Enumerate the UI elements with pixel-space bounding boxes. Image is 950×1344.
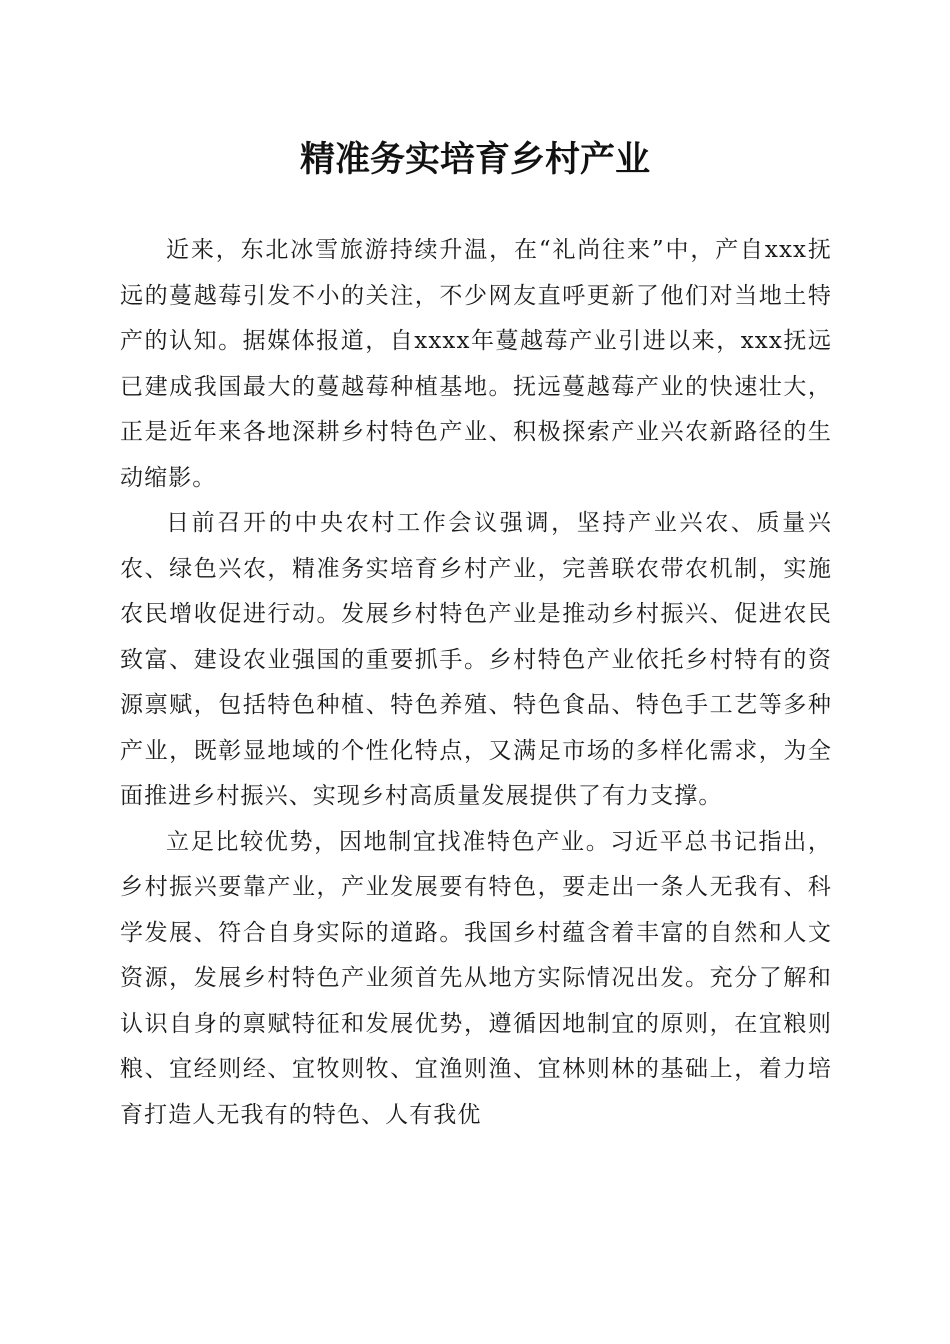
paragraph-1: 近来，东北冰雪旅游持续升温，在“礼尚往来”中，产自xxx抚远的蔓越莓引发不小的关注，不少网友直呼更新了他们对当地土特产的认知。据媒体报道，自xxxx年蔓越莓产业引进以来，xxx抚远已建成我国最大的蔓越莓种植基地。抚远蔓越莓产业的快速壮大，正是近年来各地深耕乡村特色产业、积极探索产业兴农新路径的生动缩影。 [120,237,832,491]
paragraph-3: 立足比较优势，因地制宜找准特色产业。习近平总书记指出，乡村振兴要靠产业，产业发展要有特色，要走出一条人无我有、科学发展、符合自身实际的道路。我国乡村蕴含着丰富的自然和人文资源，发展乡村特色产业须首先从地方实际情况出发。充分了解和认识自身的禀赋特征和发展优势，遵循因地制宜的原则，在宜粮则粮、宜经则经、宜牧则牧、宜渔则渔、宜林则林的基础上，着力培育打造人无我有的特色、人有我优 [120,828,832,1128]
document-title: 精准务实培育乡村产业 [299,139,650,180]
document-body [120,228,832,1138]
paragraph-2: 日前召开的中央农村工作会议强调，坚持产业兴农、质量兴农、绿色兴农，精准务实培育乡村产业，完善联农带农机制，实施农民增收促进行动。发展乡村特色产业是推动乡村振兴、促进农民致富、建设农业强国的重要抓手。乡村特色产业依托乡村特有的资源禀赋，包括特色种植、特色养殖、特色食品、特色手工艺等多种产业，既彰显地域的个性化特点，又满足市场的多样化需求，为全面推进乡村振兴、实现乡村高质量发展提供了有力支撑。 [120,510,832,809]
